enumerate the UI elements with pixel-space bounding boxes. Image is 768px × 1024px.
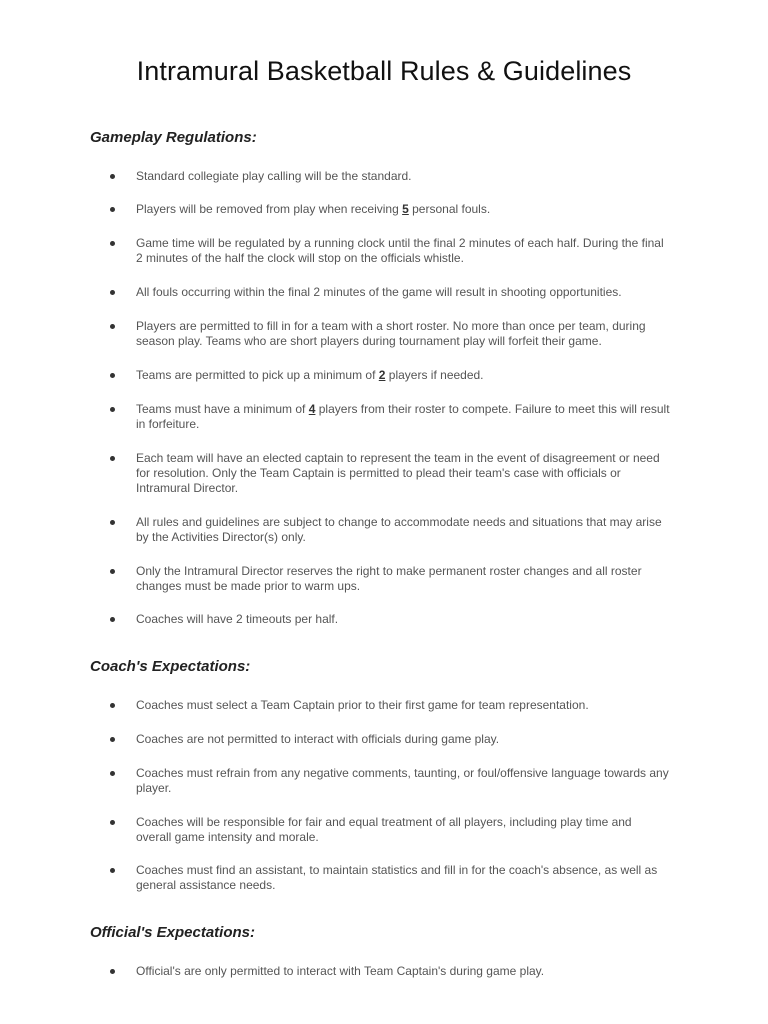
- list-item: [110, 202, 670, 217]
- list-item: [110, 515, 670, 545]
- item-text: personal fouls.: [408, 202, 491, 216]
- bullet-icon: [110, 820, 115, 825]
- item-text: Standard collegiate play calling will be the standard.: [136, 169, 412, 183]
- item-text: Only the Intramural Director reserves the right to make permanent roster changes and all roster changes must be made prior to warm ups.: [136, 564, 642, 593]
- list-item: [110, 402, 670, 432]
- item-text: All fouls occurring within the final 2 minutes of the game will result in shooting opportunities.: [136, 285, 622, 299]
- list-item: [110, 766, 670, 796]
- item-text: Official's are only permitted to interact with Team Captain's during game play.: [136, 964, 545, 978]
- bullet-icon: [110, 207, 115, 212]
- bullet-icon: [110, 324, 115, 329]
- item-text: Coaches must refrain from any negative comments, taunting, or foul/offensive language towards any player.: [136, 766, 669, 795]
- item-emphasis: 5: [402, 202, 409, 216]
- bullet-icon: [110, 569, 115, 574]
- list-item: [110, 285, 670, 300]
- item-text: Coaches must select a Team Captain prior to their first game for team representation.: [136, 698, 589, 712]
- item-text: Coaches must find an assistant, to maintain statistics and fill in for the coach's absence, as well as general assistance needs.: [136, 863, 658, 892]
- list-item: [110, 732, 670, 747]
- section-heading-officials-expectations: Official's Expectations:: [90, 924, 256, 941]
- bullet-icon: [110, 520, 115, 525]
- item-text: Game time will be regulated by a running clock until the final 2 minutes of each half. During the final 2 minutes of the half the clock will stop on the officials whistle.: [136, 236, 664, 265]
- item-text: Teams are permitted to pick up a minimum of: [136, 368, 379, 382]
- list-item: [110, 169, 670, 184]
- item-text: Players are permitted to fill in for a team with a short roster. No more than once per team, during season play. Teams who are short players during tournament play will forfeit their game.: [136, 319, 646, 348]
- item-text: Teams must have a minimum of: [136, 402, 309, 416]
- item-text: Coaches are not permitted to interact with officials during game play.: [136, 732, 500, 746]
- item-emphasis: 4: [308, 402, 316, 416]
- list-item: [110, 964, 670, 979]
- bullet-icon: [110, 771, 115, 776]
- bullet-icon: [110, 373, 115, 378]
- item-emphasis: 2: [378, 368, 386, 382]
- list-item: [110, 815, 670, 845]
- bullet-icon: [110, 174, 115, 179]
- item-text: Players will be removed from play when receiving: [136, 202, 403, 216]
- list-item: [110, 368, 670, 383]
- bullet-icon: [110, 969, 115, 974]
- item-text: All rules and guidelines are subject to change to accommodate needs and situations that may arise by the Activities Director(s) only.: [136, 515, 662, 544]
- list-item: [110, 236, 670, 266]
- bullet-icon: [110, 290, 115, 295]
- list-item: [110, 451, 670, 496]
- bullet-icon: [110, 737, 115, 742]
- item-text: Coaches will be responsible for fair and equal treatment of all players, including play time and overall game intensity and morale.: [136, 815, 632, 844]
- list-item: [110, 319, 670, 349]
- bullet-icon: [110, 241, 115, 246]
- document-title: Intramural Basketball Rules & Guidelines: [136, 56, 632, 86]
- bullet-icon: [110, 703, 115, 708]
- list-item: [110, 564, 670, 594]
- item-text: players from their roster to compete. Failure to meet this will result in forfeiture.: [136, 402, 670, 431]
- bullet-icon: [110, 617, 115, 622]
- bullet-icon: [110, 407, 115, 412]
- bullet-icon: [110, 868, 115, 873]
- list-item: [110, 698, 670, 713]
- bullet-icon: [110, 456, 115, 461]
- item-text: Each team will have an elected captain to represent the team in the event of disagreement or need for resolution. Only the Team Captain is permitted to plead their team's case with officials or Intramural Director.: [136, 451, 660, 495]
- section-heading-gameplay-regulations: Gameplay Regulations:: [90, 129, 257, 146]
- section-heading-coachs-expectations: Coach's Expectations:: [90, 658, 251, 675]
- list-item: [110, 612, 670, 627]
- item-text: Coaches will have 2 timeouts per half.: [136, 612, 339, 626]
- item-text: players if needed.: [385, 368, 484, 382]
- list-item: [110, 863, 670, 893]
